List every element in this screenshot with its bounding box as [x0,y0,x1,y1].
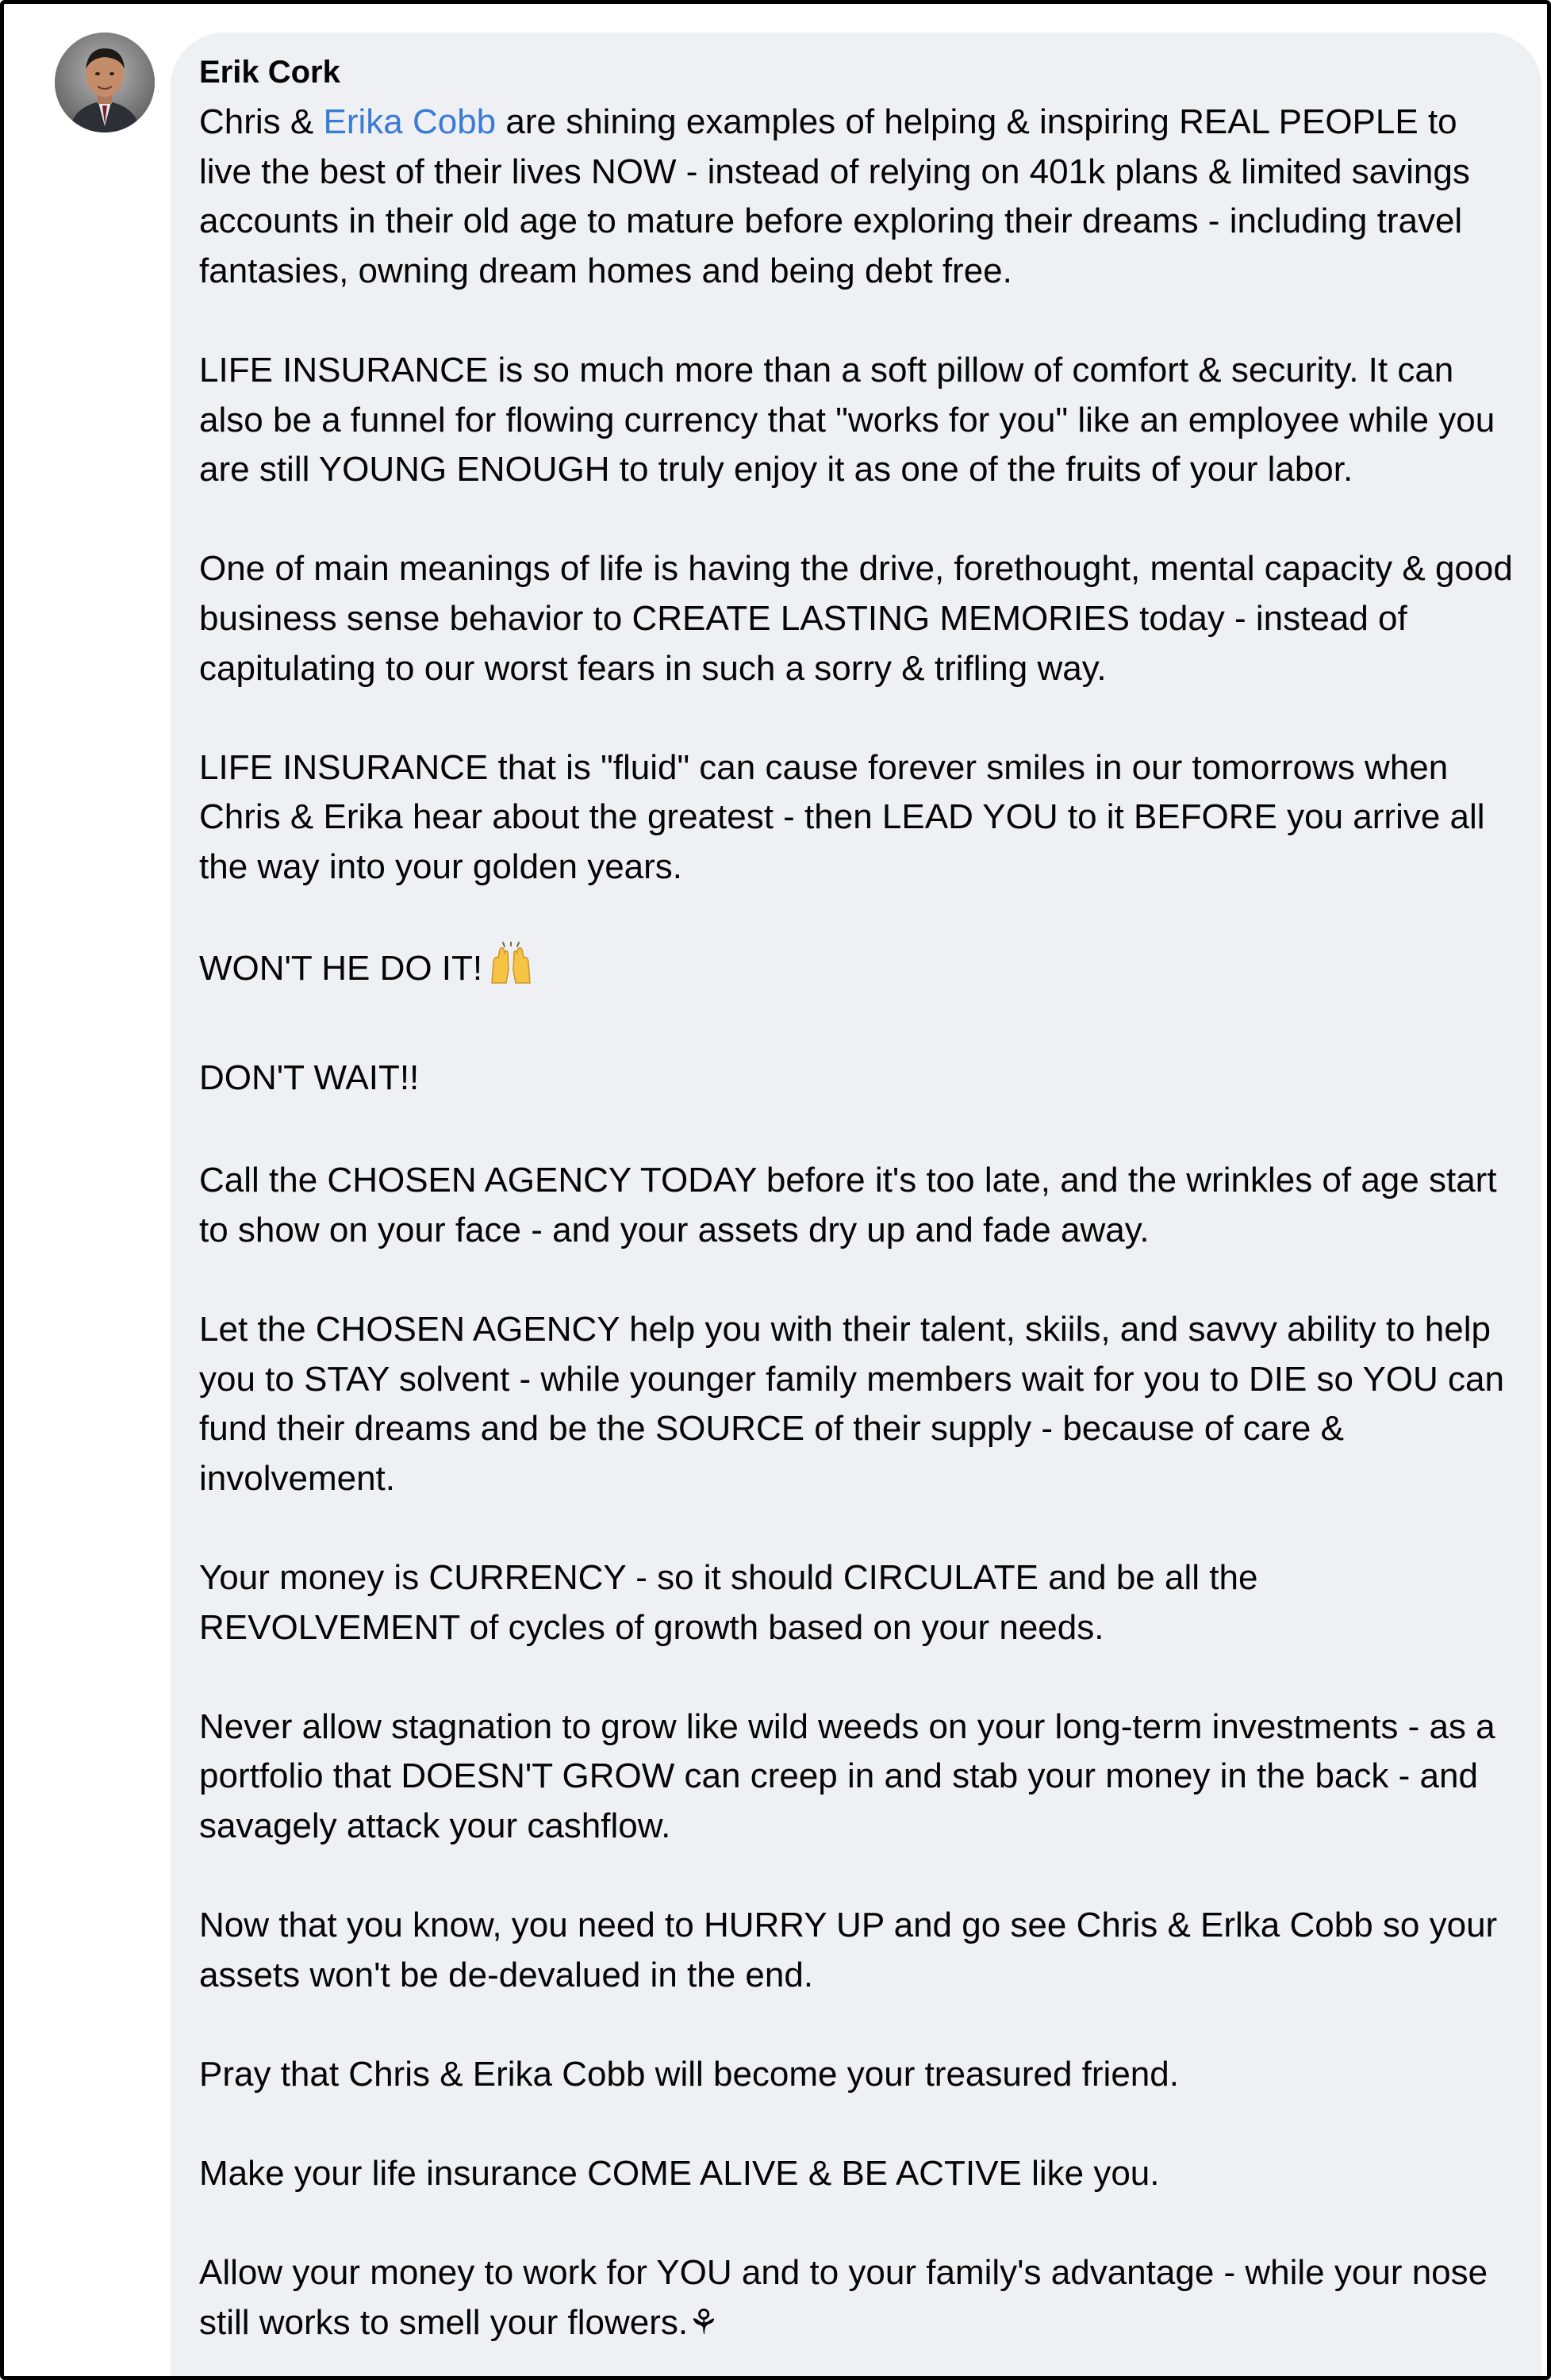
comment-body [199,98,1515,2348]
comment-paragraph: LIFE INSURANCE is so much more than a soft pillow of comfort & security. It can also be a funnel for flowing currency that "works for you" like an employee while you are still YOUNG ENOUGH to truly enjoy it as one of the fruits of your labor. [199,350,1495,489]
raising-hands-emoji-icon [487,942,535,1000]
comment-paragraph: Never allow stagnation to grow like wild weeds on your long-term investments - as a portfolio that DOESN'T GROW can creep in and stab your money in the back - and savagely attack your cashflow. [199,1706,1495,1845]
comment-paragraph: Pray that Chris & Erika Cobb will become your treasured friend. [199,2054,1179,2094]
comment-text: are shining examples of helping & inspiring REAL PEOPLE to live the best of their lives NOW - instead of relying on 401k plans & limited savings accounts in their old age to mature before exploring their dreams - including travel fantasies, owning dream homes and being debt free. [199,102,1470,290]
comment-paragraph: Your money is CURRENCY - so it should CIRCULATE and be all the REVOLVEMENT of cycles of growth based on your needs. [199,1558,1258,1647]
comment-paragraph: LIFE INSURANCE that is "fluid" can cause forever smiles in our tomorrows when Chris & Erika hear about the greatest - then LEAD YOU to it BEFORE you arrive all the way into your golden years. [199,747,1485,886]
comment-text: Chris & [199,102,324,141]
comment-text: WON'T HE DO IT! [199,949,483,988]
comment-paragraph: Now that you know, you need to HURRY UP and go see Chris & Erlka Cobb so your assets won't be de-devalued in the end. [199,1906,1498,1994]
avatar[interactable] [55,33,155,132]
comment-bubble [171,33,1541,2380]
comment-paragraph: Call the CHOSEN AGENCY TODAY before it's too late, and the wrinkles of age start to show on your face - and your assets dry up and fade away. [199,1161,1497,1250]
comment-paragraph: Let the CHOSEN AGENCY help you with their talent, skiils, and savvy ability to help you to STAY solvent - while younger family members wait for you to DIE so YOU can fund their dreams and be the SOURCE of their supply - because of care & involvement. [199,1310,1504,1498]
comment-paragraph [199,98,1515,296]
comment-text: Allow your money to work for YOU and to your family's advantage - while your nose still works to smell your flowers. [199,2253,1488,2342]
comment-paragraph: Make your life insurance COME ALIVE & BE ACTIVE like you. [199,2154,1160,2194]
comment-paragraph: DON'T WAIT!! [199,1058,420,1097]
mention-link[interactable]: Erika Cobb [323,102,497,141]
profile-photo-icon [55,33,155,132]
comment-paragraph: One of main meanings of life is having the drive, forethought, mental capacity & good business sense behavior to CREATE LASTING MEMORIES today - instead of capitulating to our worst fears in such a sorry & trifling way. [199,549,1513,688]
comment-author[interactable]: Erik Cork [199,55,340,90]
comment-paragraph [199,2248,1515,2347]
comment-paragraph [199,942,1515,1000]
flower-symbol: ⚘ [688,2302,720,2342]
